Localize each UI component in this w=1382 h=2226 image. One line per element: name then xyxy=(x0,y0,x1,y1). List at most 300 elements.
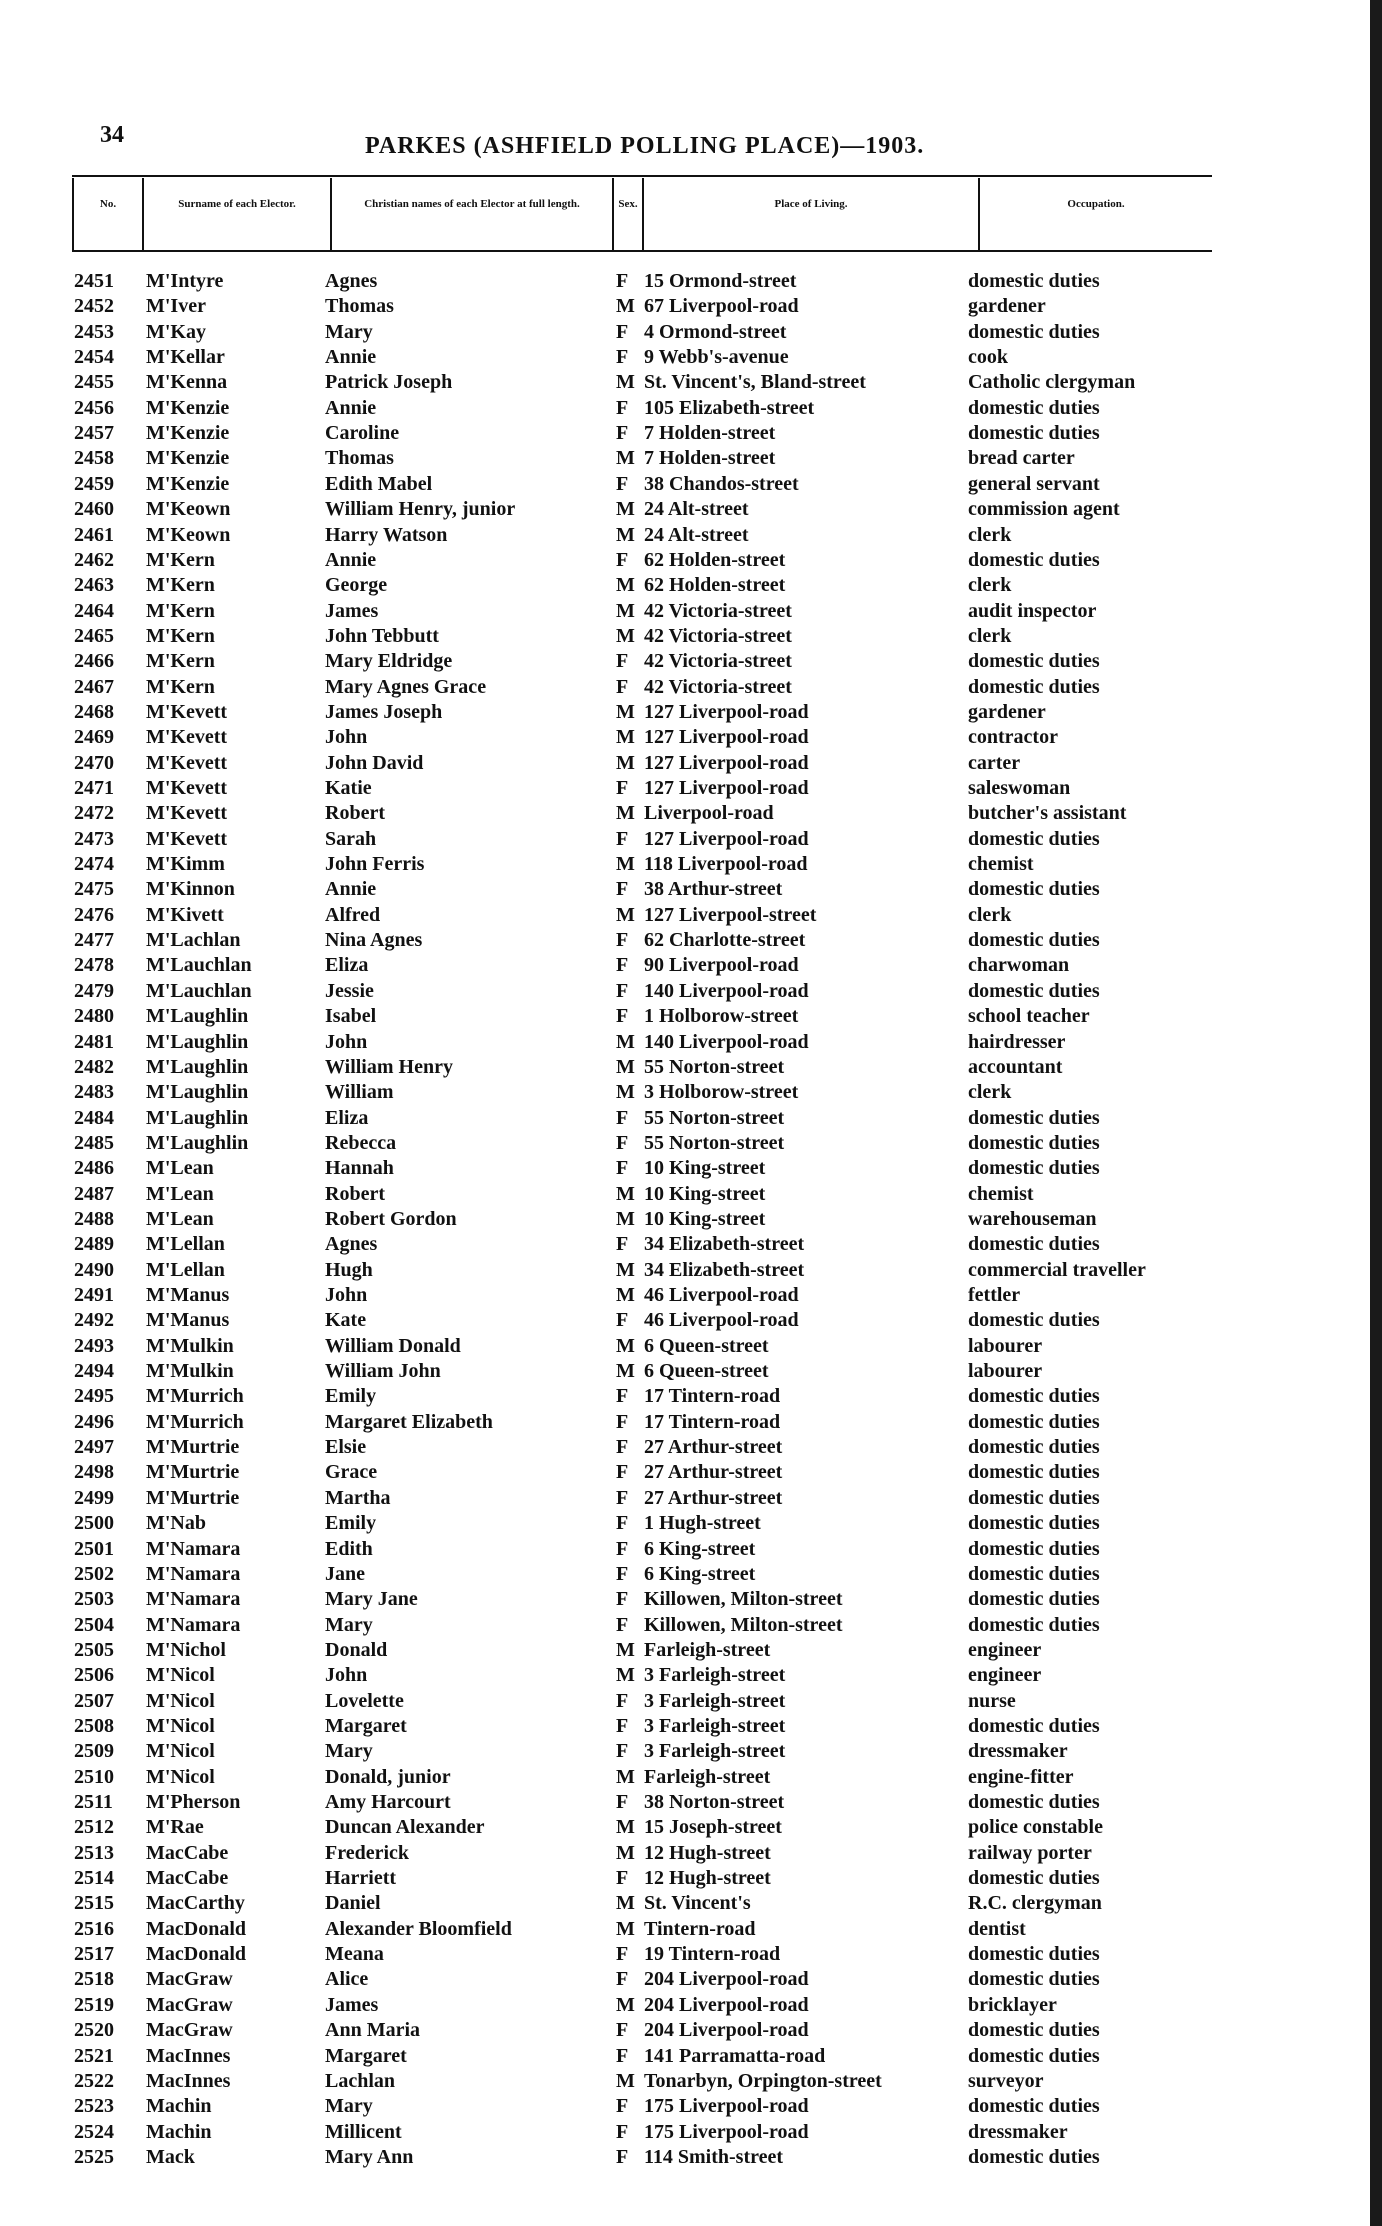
cell-place: Farleigh-street xyxy=(644,1765,771,1788)
cell-sex: M xyxy=(616,447,635,470)
table-row xyxy=(0,2146,1382,2171)
cell-sex: M xyxy=(616,1182,635,1205)
cell-place: 10 King-street xyxy=(644,1157,766,1180)
cell-no: 2469 xyxy=(74,726,114,749)
cell-occupation: clerk xyxy=(968,624,1012,647)
cell-occupation: school teacher xyxy=(968,1005,1090,1028)
cell-sex: M xyxy=(616,599,635,622)
cell-surname: M'Laughlin xyxy=(146,1005,249,1028)
cell-occupation: gardener xyxy=(968,295,1046,318)
table-row xyxy=(0,1233,1382,1258)
header-sex: Sex. xyxy=(612,178,642,250)
cell-surname: M'Lellan xyxy=(146,1258,225,1281)
cell-christian: Lachlan xyxy=(325,2069,396,2092)
cell-christian: Mary xyxy=(325,320,373,343)
cell-christian: Hannah xyxy=(325,1157,394,1180)
table-row xyxy=(0,1157,1382,1182)
cell-place: St. Vincent's, Bland-street xyxy=(644,371,866,394)
cell-place: 42 Victoria-street xyxy=(644,675,792,698)
cell-no: 2467 xyxy=(74,675,114,698)
cell-no: 2521 xyxy=(74,2044,114,2067)
table-row xyxy=(0,1740,1382,1765)
cell-sex: F xyxy=(616,422,629,445)
table-row xyxy=(0,1791,1382,1816)
table-row xyxy=(0,1715,1382,1740)
cell-place: 34 Elizabeth-street xyxy=(644,1233,805,1256)
table-row xyxy=(0,1031,1382,1056)
cell-occupation: domestic duties xyxy=(968,1486,1100,1509)
cell-no: 2466 xyxy=(74,650,114,673)
cell-sex: M xyxy=(616,700,635,723)
cell-occupation: domestic duties xyxy=(968,1588,1100,1611)
cell-place: 24 Alt-street xyxy=(644,498,749,521)
cell-surname: MacInnes xyxy=(146,2069,231,2092)
cell-sex: M xyxy=(616,1638,635,1661)
cell-occupation: chemist xyxy=(968,853,1034,876)
cell-no: 2510 xyxy=(74,1765,114,1788)
cell-no: 2497 xyxy=(74,1436,114,1459)
cell-surname: M'Kenzie xyxy=(146,472,230,495)
cell-place: Tonarbyn, Orpington-street xyxy=(644,2069,882,2092)
cell-no: 2464 xyxy=(74,599,114,622)
cell-surname: M'Kevett xyxy=(146,777,228,799)
cell-surname: M'Kern xyxy=(146,675,215,698)
cell-no: 2520 xyxy=(74,2019,114,2042)
cell-surname: M'Namara xyxy=(146,1613,241,1636)
cell-occupation: commission agent xyxy=(968,498,1120,521)
cell-surname: M'Kevett xyxy=(146,700,228,723)
cell-surname: M'Murtrie xyxy=(146,1436,240,1459)
cell-occupation: clerk xyxy=(968,1081,1012,1104)
cell-christian: James xyxy=(325,1993,379,2016)
cell-occupation: dressmaker xyxy=(968,1740,1068,1763)
header-surname: Surname of each Elector. xyxy=(142,178,330,250)
cell-surname: M'Kenzie xyxy=(146,396,230,419)
table-row xyxy=(0,1664,1382,1689)
table-row xyxy=(0,498,1382,523)
table-row xyxy=(0,828,1382,853)
cell-sex: F xyxy=(616,675,629,698)
cell-surname: M'Namara xyxy=(146,1562,241,1585)
header-occupation: Occupation. xyxy=(978,178,1212,250)
cell-christian: Meana xyxy=(325,1943,384,1966)
table-row xyxy=(0,1385,1382,1410)
cell-sex: M xyxy=(616,624,635,647)
cell-occupation: railway porter xyxy=(968,1841,1092,1864)
cell-sex: M xyxy=(616,1055,635,1078)
cell-sex: F xyxy=(616,472,629,495)
cell-christian: Mary xyxy=(325,1740,373,1763)
cell-surname: M'Lachlan xyxy=(146,929,241,952)
cell-sex: F xyxy=(616,1486,629,1509)
cell-christian: William Henry xyxy=(325,1055,453,1078)
cell-occupation: domestic duties xyxy=(968,1613,1100,1636)
cell-no: 2519 xyxy=(74,1993,114,2016)
cell-christian: Robert xyxy=(325,1182,385,1205)
cell-occupation: bricklayer xyxy=(968,1993,1057,2016)
cell-sex: M xyxy=(616,574,635,597)
cell-surname: M'Lean xyxy=(146,1207,214,1230)
cell-sex: F xyxy=(616,346,629,369)
cell-occupation: domestic duties xyxy=(968,878,1100,901)
cell-christian: Annie xyxy=(325,396,377,419)
cell-place: 62 Charlotte-street xyxy=(644,929,806,952)
cell-place: 4 Ormond-street xyxy=(644,320,787,343)
cell-sex: M xyxy=(616,726,635,749)
cell-occupation: dressmaker xyxy=(968,2120,1068,2143)
table-row xyxy=(0,1208,1382,1233)
cell-sex: F xyxy=(616,2019,629,2042)
header-christian-names: Christian names of each Elector at full length. xyxy=(330,178,612,250)
cell-place: 7 Holden-street xyxy=(644,447,776,470)
cell-no: 2503 xyxy=(74,1588,114,1611)
cell-occupation: domestic duties xyxy=(968,979,1100,1002)
cell-sex: M xyxy=(616,371,635,394)
table-row xyxy=(0,1309,1382,1334)
cell-sex: M xyxy=(616,853,635,876)
cell-occupation: saleswoman xyxy=(968,777,1071,799)
cell-no: 2491 xyxy=(74,1284,114,1306)
cell-place: 141 Parramatta-road xyxy=(644,2044,826,2067)
table-row xyxy=(0,1107,1382,1132)
cell-place: Killowen, Milton-street xyxy=(644,1588,843,1611)
cell-christian: Eliza xyxy=(325,1106,369,1129)
cell-occupation: Catholic clergyman xyxy=(968,371,1136,394)
cell-surname: M'Keown xyxy=(146,498,231,521)
cell-no: 2454 xyxy=(74,346,114,369)
table-row xyxy=(0,777,1382,802)
cell-sex: F xyxy=(616,929,629,952)
cell-sex: F xyxy=(616,1005,629,1028)
table-row xyxy=(0,1614,1382,1639)
header-bottom-rule xyxy=(72,250,1212,252)
cell-surname: M'Murtrie xyxy=(146,1486,240,1509)
cell-sex: F xyxy=(616,1461,629,1484)
cell-occupation: carter xyxy=(968,751,1021,774)
cell-sex: F xyxy=(616,1233,629,1256)
cell-no: 2478 xyxy=(74,954,114,977)
cell-occupation: bread carter xyxy=(968,447,1075,470)
cell-place: 6 King-street xyxy=(644,1562,756,1585)
table-row xyxy=(0,1512,1382,1537)
cell-christian: John David xyxy=(325,751,424,774)
cell-surname: M'Kay xyxy=(146,320,206,343)
cell-occupation: domestic duties xyxy=(968,1309,1100,1332)
cell-christian: Katie xyxy=(325,777,372,799)
cell-christian: Donald xyxy=(325,1638,388,1661)
table-row xyxy=(0,1132,1382,1157)
cell-surname: M'Nichol xyxy=(146,1638,226,1661)
table-row xyxy=(0,625,1382,650)
cell-christian: William Henry, junior xyxy=(325,498,516,521)
cell-place: 3 Holborow-street xyxy=(644,1081,799,1104)
cell-christian: William John xyxy=(325,1360,441,1383)
cell-occupation: surveyor xyxy=(968,2069,1044,2092)
cell-no: 2495 xyxy=(74,1385,114,1408)
cell-occupation: domestic duties xyxy=(968,1968,1100,1991)
cell-occupation: gardener xyxy=(968,700,1046,723)
cell-surname: M'Lauchlan xyxy=(146,954,252,977)
cell-no: 2468 xyxy=(74,700,114,723)
cell-surname: MacGraw xyxy=(146,1993,233,2016)
cell-occupation: nurse xyxy=(968,1689,1016,1712)
cell-place: 38 Chandos-street xyxy=(644,472,799,495)
cell-sex: M xyxy=(616,1334,635,1357)
table-row xyxy=(0,600,1382,625)
cell-sex: F xyxy=(616,1588,629,1611)
cell-christian: Edith xyxy=(325,1537,373,1560)
cell-occupation: engineer xyxy=(968,1664,1042,1687)
cell-sex: M xyxy=(616,523,635,546)
cell-place: 62 Holden-street xyxy=(644,574,786,597)
cell-no: 2499 xyxy=(74,1486,114,1509)
cell-surname: M'Kern xyxy=(146,548,215,571)
table-row xyxy=(0,371,1382,396)
cell-occupation: commercial traveller xyxy=(968,1258,1146,1281)
cell-no: 2457 xyxy=(74,422,114,445)
table-row xyxy=(0,346,1382,371)
cell-place: 127 Liverpool-street xyxy=(644,903,817,926)
cell-surname: MacGraw xyxy=(146,2019,233,2042)
cell-christian: Thomas xyxy=(325,295,394,318)
cell-sex: M xyxy=(616,498,635,521)
table-row xyxy=(0,802,1382,827)
cell-no: 2488 xyxy=(74,1207,114,1230)
cell-christian: Emily xyxy=(325,1512,377,1535)
cell-no: 2505 xyxy=(74,1638,114,1661)
cell-no: 2471 xyxy=(74,777,114,799)
page-number: 34 xyxy=(100,122,124,148)
cell-occupation: domestic duties xyxy=(968,1562,1100,1585)
cell-sex: M xyxy=(616,2069,635,2092)
cell-place: 3 Farleigh-street xyxy=(644,1740,786,1763)
cell-christian: Robert Gordon xyxy=(325,1207,457,1230)
table-row xyxy=(0,954,1382,979)
cell-christian: John xyxy=(325,1284,368,1306)
cell-sex: F xyxy=(616,1867,629,1890)
cell-christian: Mary xyxy=(325,1613,373,1636)
table-row xyxy=(0,1183,1382,1208)
table-row xyxy=(0,1284,1382,1309)
cell-surname: M'Rae xyxy=(146,1816,204,1839)
cell-surname: M'Murrich xyxy=(146,1410,244,1433)
cell-occupation: domestic duties xyxy=(968,422,1100,445)
cell-sex: F xyxy=(616,1689,629,1712)
cell-no: 2494 xyxy=(74,1360,114,1383)
cell-place: 127 Liverpool-road xyxy=(644,777,809,799)
cell-christian: Annie xyxy=(325,548,377,571)
cell-no: 2515 xyxy=(74,1892,114,1915)
cell-no: 2475 xyxy=(74,878,114,901)
cell-surname: MacDonald xyxy=(146,1943,246,1966)
cell-christian: Amy Harcourt xyxy=(325,1791,451,1813)
cell-place: 12 Hugh-street xyxy=(644,1841,771,1864)
cell-no: 2465 xyxy=(74,624,114,647)
cell-surname: MacCabe xyxy=(146,1841,229,1864)
cell-surname: M'Kenna xyxy=(146,371,228,394)
cell-no: 2490 xyxy=(74,1258,114,1281)
cell-place: 42 Victoria-street xyxy=(644,650,792,673)
table-row xyxy=(0,1360,1382,1385)
cell-surname: M'Kern xyxy=(146,650,215,673)
cell-occupation: engineer xyxy=(968,1638,1042,1661)
cell-sex: F xyxy=(616,1613,629,1636)
table-row xyxy=(0,447,1382,472)
cell-surname: M'Kevett xyxy=(146,726,228,749)
cell-no: 2480 xyxy=(74,1005,114,1028)
cell-christian: Eliza xyxy=(325,954,369,977)
table-row xyxy=(0,1943,1382,1968)
cell-place: 38 Norton-street xyxy=(644,1791,785,1813)
cell-sex: F xyxy=(616,1714,629,1737)
cell-occupation: domestic duties xyxy=(968,1537,1100,1560)
cell-no: 2463 xyxy=(74,574,114,597)
cell-christian: William Donald xyxy=(325,1334,461,1357)
cell-christian: Elsie xyxy=(325,1436,367,1459)
header-no: No. xyxy=(72,178,142,250)
cell-occupation: chemist xyxy=(968,1182,1034,1205)
cell-surname: M'Nicol xyxy=(146,1664,215,1687)
cell-surname: M'Laughlin xyxy=(146,1055,249,1078)
table-row xyxy=(0,1005,1382,1030)
cell-place: 38 Arthur-street xyxy=(644,878,783,901)
cell-sex: M xyxy=(616,1664,635,1687)
cell-christian: Hugh xyxy=(325,1258,373,1281)
cell-place: 9 Webb's-avenue xyxy=(644,346,789,369)
cell-surname: M'Nicol xyxy=(146,1765,215,1788)
cell-sex: F xyxy=(616,954,629,977)
cell-sex: M xyxy=(616,802,635,825)
cell-place: 204 Liverpool-road xyxy=(644,2019,809,2042)
cell-place: 27 Arthur-street xyxy=(644,1461,783,1484)
cell-occupation: fettler xyxy=(968,1284,1021,1306)
cell-sex: F xyxy=(616,1309,629,1332)
page-edge xyxy=(1370,0,1382,2226)
table-row xyxy=(0,321,1382,346)
cell-sex: M xyxy=(616,1030,635,1053)
cell-sex: F xyxy=(616,1385,629,1408)
cell-no: 2508 xyxy=(74,1714,114,1737)
cell-place: 1 Hugh-street xyxy=(644,1512,761,1535)
cell-place: 3 Farleigh-street xyxy=(644,1714,786,1737)
cell-occupation: domestic duties xyxy=(968,1131,1100,1154)
cell-place: 6 Queen-street xyxy=(644,1334,769,1357)
cell-place: 55 Norton-street xyxy=(644,1131,785,1154)
cell-no: 2501 xyxy=(74,1537,114,1560)
table-row xyxy=(0,2070,1382,2095)
cell-place: 127 Liverpool-road xyxy=(644,700,809,723)
cell-no: 2452 xyxy=(74,295,114,318)
cell-occupation: contractor xyxy=(968,726,1058,749)
cell-sex: M xyxy=(616,1917,635,1940)
cell-occupation: audit inspector xyxy=(968,599,1097,622)
cell-sex: M xyxy=(616,1816,635,1839)
cell-christian: William xyxy=(325,1081,394,1104)
cell-no: 2482 xyxy=(74,1055,114,1078)
cell-place: 175 Liverpool-road xyxy=(644,2120,809,2143)
cell-no: 2511 xyxy=(74,1791,113,1813)
cell-surname: M'Nab xyxy=(146,1512,206,1535)
cell-occupation: R.C. clergyman xyxy=(968,1892,1102,1915)
cell-sex: M xyxy=(616,1081,635,1104)
cell-surname: M'Kevett xyxy=(146,802,228,825)
table-row xyxy=(0,726,1382,751)
cell-surname: MacCabe xyxy=(146,1867,229,1890)
cell-christian: Jessie xyxy=(325,979,374,1002)
cell-sex: F xyxy=(616,2095,629,2118)
table-row xyxy=(0,1588,1382,1613)
cell-occupation: domestic duties xyxy=(968,270,1100,292)
cell-christian: Martha xyxy=(325,1486,391,1509)
cell-place: 42 Victoria-street xyxy=(644,599,792,622)
cell-sex: F xyxy=(616,1943,629,1966)
cell-no: 2474 xyxy=(74,853,114,876)
cell-surname: M'Kellar xyxy=(146,346,225,369)
cell-place: 7 Holden-street xyxy=(644,422,776,445)
cell-occupation: domestic duties xyxy=(968,396,1100,419)
cell-christian: Kate xyxy=(325,1309,367,1332)
table-row xyxy=(0,1918,1382,1943)
cell-surname: M'Keown xyxy=(146,523,231,546)
cell-sex: F xyxy=(616,2044,629,2067)
cell-place: 34 Elizabeth-street xyxy=(644,1258,805,1281)
cell-sex: F xyxy=(616,320,629,343)
cell-no: 2523 xyxy=(74,2095,114,2118)
cell-occupation: clerk xyxy=(968,523,1012,546)
cell-no: 2522 xyxy=(74,2069,114,2092)
cell-surname: M'Namara xyxy=(146,1588,241,1611)
cell-surname: Machin xyxy=(146,2120,212,2143)
cell-christian: Nina Agnes xyxy=(325,929,423,952)
cell-sex: F xyxy=(616,1157,629,1180)
table-row xyxy=(0,397,1382,422)
cell-christian: Mary Agnes Grace xyxy=(325,675,487,698)
cell-no: 2483 xyxy=(74,1081,114,1104)
page-title: PARKES (ASHFIELD POLLING PLACE)—1903. xyxy=(365,133,925,159)
cell-christian: Patrick Joseph xyxy=(325,371,453,394)
cell-place: 19 Tintern-road xyxy=(644,1943,781,1966)
cell-christian: Donald, junior xyxy=(325,1765,451,1788)
cell-place: 3 Farleigh-street xyxy=(644,1664,786,1687)
cell-christian: Duncan Alexander xyxy=(325,1816,485,1839)
cell-place: 175 Liverpool-road xyxy=(644,2095,809,2118)
cell-christian: Sarah xyxy=(325,827,377,850)
cell-sex: F xyxy=(616,1410,629,1433)
cell-occupation: domestic duties xyxy=(968,1867,1100,1890)
table-row xyxy=(0,904,1382,929)
cell-place: 10 King-street xyxy=(644,1182,766,1205)
cell-occupation: dentist xyxy=(968,1917,1026,1940)
cell-occupation: accountant xyxy=(968,1055,1063,1078)
table-row xyxy=(0,1335,1382,1360)
table-row xyxy=(0,1487,1382,1512)
table-row xyxy=(0,270,1382,295)
cell-sex: M xyxy=(616,1765,635,1788)
cell-sex: M xyxy=(616,903,635,926)
cell-surname: M'Kern xyxy=(146,624,215,647)
cell-christian: Mary xyxy=(325,2095,373,2118)
table-row xyxy=(0,752,1382,777)
cell-no: 2470 xyxy=(74,751,114,774)
cell-sex: M xyxy=(616,295,635,318)
cell-christian: John xyxy=(325,726,368,749)
cell-place: 17 Tintern-road xyxy=(644,1385,781,1408)
cell-sex: M xyxy=(616,751,635,774)
cell-place: 10 King-street xyxy=(644,1207,766,1230)
table-row xyxy=(0,650,1382,675)
cell-place: 90 Liverpool-road xyxy=(644,954,799,977)
cell-sex: M xyxy=(616,1892,635,1915)
